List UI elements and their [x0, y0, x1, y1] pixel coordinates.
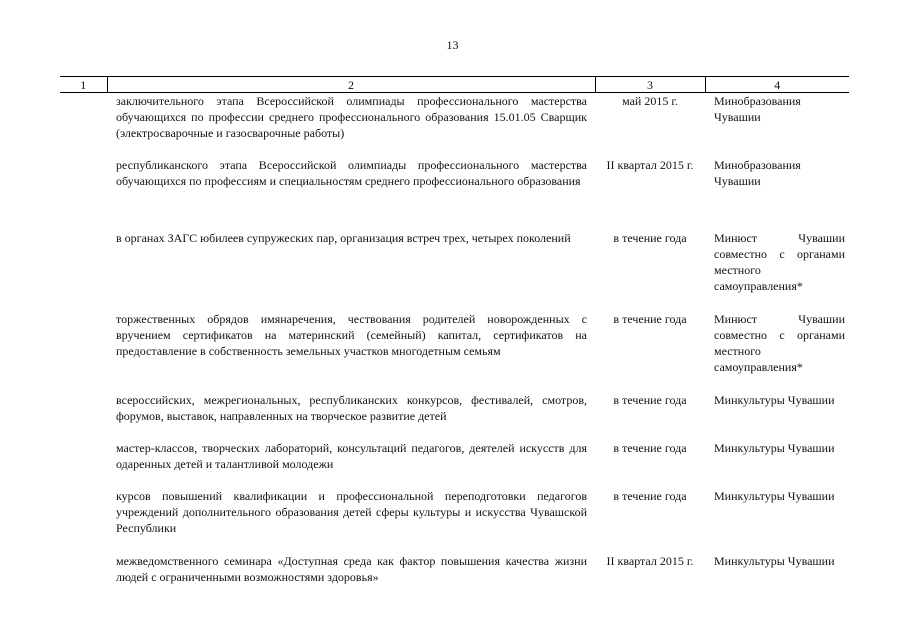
- table-row: [60, 553, 849, 593]
- row-number-cell: [60, 157, 107, 230]
- event-description: заключительного этапа Всероссийской олимпиады профессионального мастерства обучающихся по профессии среднего профессионального образования 15.01.05 Сварщик (электросварочные и газосварочные работы): [116, 94, 587, 140]
- table-row: [60, 157, 849, 230]
- event-term: в течение года: [613, 440, 687, 455]
- event-description: республиканского этапа Всероссийской олимпиады профессионального мастерства обучающихся по профессиям и специальностям среднего профессионального образования: [116, 157, 587, 188]
- table-header: [60, 77, 849, 93]
- plan-table: [60, 76, 849, 593]
- row-number-cell: [60, 392, 107, 440]
- event-description: курсов повышений квалификации и профессиональной переподготовки педагогов учреждений дополнительного образования детей сферы культуры и искусства Чувашской Республики: [116, 488, 587, 535]
- table-body: [60, 93, 849, 593]
- table-row: [60, 440, 849, 488]
- event-term: в течение года: [613, 392, 687, 407]
- column-header-4: 4: [705, 77, 849, 93]
- event-responsible: Минобразования Чувашии: [714, 157, 801, 188]
- event-responsible: Минюст Чувашии совместно с органами местного самоуправления*: [714, 311, 845, 374]
- event-responsible: Минкультуры Чувашии: [714, 553, 835, 568]
- event-term: II квартал 2015 г.: [606, 553, 694, 568]
- row-number-cell: [60, 230, 107, 311]
- column-header-3: 3: [595, 77, 705, 93]
- event-description: в органах ЗАГС юбилеев супружеских пар, организация встреч трех, четырех поколений: [116, 230, 571, 245]
- row-number-cell: [60, 488, 107, 553]
- event-term: в течение года: [613, 488, 687, 503]
- row-number-cell: [60, 93, 107, 157]
- table-row: [60, 488, 849, 553]
- row-number-cell: [60, 311, 107, 392]
- table-row: [60, 392, 849, 440]
- event-description: межведомственного семинара «Доступная среда как фактор повышения качества жизни людей с ограниченными возможностями здоровья»: [116, 553, 587, 584]
- event-responsible: Минобразования Чувашии: [714, 94, 801, 124]
- event-responsible: Минкультуры Чувашии: [714, 440, 835, 455]
- event-term: в течение года: [613, 230, 687, 245]
- row-number-cell: [60, 440, 107, 488]
- table-row: [60, 311, 849, 392]
- event-term: II квартал 2015 г.: [606, 157, 694, 172]
- event-responsible: Минкультуры Чувашии: [714, 488, 835, 503]
- table-row: [60, 93, 849, 157]
- event-term: в течение года: [613, 311, 687, 326]
- event-responsible: Минкультуры Чувашии: [714, 392, 835, 407]
- table-row: [60, 230, 849, 311]
- row-number-cell: [60, 553, 107, 593]
- event-description: мастер-классов, творческих лабораторий, консультаций педагогов, деятелей искусств для одаренных детей и талантливой молодежи: [116, 440, 587, 471]
- column-header-2: 2: [107, 77, 595, 93]
- event-term: май 2015 г.: [622, 94, 678, 108]
- event-description: всероссийских, межрегиональных, республиканских конкурсов, фестивалей, смотров, форумов, выставок, направленных на творческое развитие детей: [116, 392, 587, 423]
- page-number: 13: [446, 38, 459, 52]
- event-description: торжественных обрядов имянаречения, чествования родителей новорожденных с вручением сертификатов на материнский (семейный) капитал, сертификатов на предоставление в собственность земельных участков многодетным семьям: [116, 311, 587, 358]
- column-header-1: 1: [60, 77, 107, 93]
- table-header-row: [60, 77, 849, 93]
- event-responsible: Минюст Чувашии совместно с органами местного самоуправления*: [714, 230, 845, 293]
